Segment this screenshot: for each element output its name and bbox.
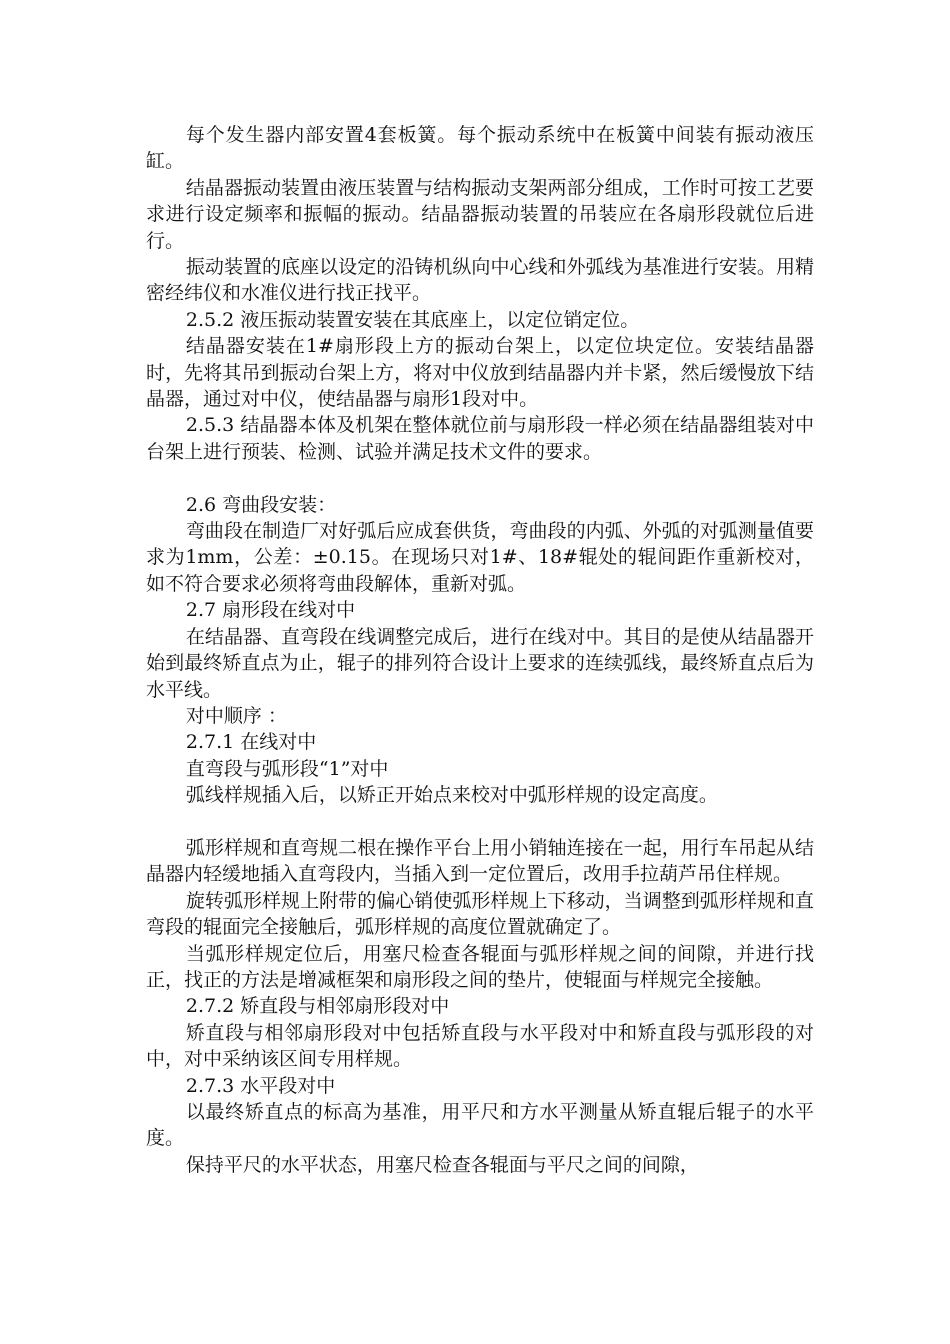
- paragraph: 每个发生器内部安置4套板簧。每个振动系统中在板簧中间装有振动液压缸。: [146, 124, 814, 173]
- document-body: [146, 122, 814, 1178]
- paragraph: 结晶器振动装置由液压装置与结构振动支架两部分组成，工作时可按工艺要求进行设定频率和振幅的振动。结晶器振动装置的吊装应在各扇形段就位后进行。: [146, 176, 814, 252]
- paragraph: 弧线样规插入后，以矫正开始点来校对中弧形样规的设定高度。: [185, 784, 718, 807]
- section-heading-2-7-2: 2.7.2 矫直段与相邻扇形段对中: [185, 995, 450, 1018]
- paragraph: 保持平尺的水平状态，用塞尺检查各辊面与平尺之间的间隙，: [185, 1153, 699, 1176]
- paragraph: 弯曲段在制造厂对好弧后应成套供货，弯曲段的内弧、外弧的对弧测量值要求为1mm，公差：±0.15。在现场只对1#、18#辊处的辊间距作重新校对，如不符合要求必须将弯曲段解体，重新对弧。: [146, 520, 814, 595]
- paragraph: 弧形样规和直弯规二根在操作平台上用小销轴连接在一起，用行车吊起从结晶器内轻缓地插入直弯段内，当插入到一定位置后，改用手拉葫芦吊住样规。: [146, 836, 814, 886]
- paragraph: 在结晶器、直弯段在线调整完成后，进行在线对中。其目的是使从结晶器开始到最终矫直点为止，辊子的排列符合设计上要求的连续弧线，最终矫直点后为水平线。: [146, 625, 814, 701]
- blank-line: [146, 465, 814, 491]
- paragraph: 2.5.2 液压振动装置安装在其底座上，以定位销定位。: [185, 308, 640, 331]
- section-heading-2-7-1: 2.7.1 在线对中: [185, 731, 317, 754]
- paragraph: 以最终矫直点的标高为基准，用平尺和方水平测量从矫直辊后辊子的水平度。: [146, 1101, 814, 1150]
- paragraph: 直弯段与弧形段“1”对中: [185, 757, 389, 780]
- paragraph: 矫直段与相邻扇形段对中包括矫直段与水平段对中和矫直段与弧形段的对中，对中采纳该区间专用样规。: [146, 1021, 814, 1071]
- paragraph: 对中顺序 ：: [185, 704, 287, 727]
- section-heading-2-6: 2.6 弯曲段安装：: [185, 493, 337, 516]
- paragraph: 结晶器安装在1#扇形段上方的振动台架上，以定位块定位。安装结晶器时，先将其吊到振动台架上方，将对中仪放到结晶器内并卡紧，然后缓慢放下结晶器，通过对中仪，使结晶器与扇形1段对中。: [146, 335, 814, 411]
- paragraph: 2.5.3 结晶器本体及机架在整体就位前与扇形段一样必须在结晶器组装对中台架上进行预装、检测、试验并满足技术文件的要求。: [146, 414, 814, 463]
- paragraph: 振动装置的底座以设定的沿铸机纵向中心线和外弧线为基准进行安装。用精密经纬仪和水准仪进行找正找平。: [146, 256, 814, 305]
- paragraph: 当弧形样规定位后，用塞尺检查各辊面与弧形样规之间的间隙，并进行找正，找正的方法是增减框架和扇形段之间的垫片，使辊面与样规完全接触。: [146, 942, 814, 991]
- section-heading-2-7-3: 2.7.3 水平段对中: [185, 1074, 336, 1097]
- paragraph: 旋转弧形样规上附带的偏心销使弧形样规上下移动，当调整到弧形样规和直弯段的辊面完全接触后，弧形样规的高度位置就确定了。: [146, 889, 814, 939]
- blank-line: [146, 809, 814, 835]
- section-heading-2-7: 2.7 扇形段在线对中: [185, 599, 356, 622]
